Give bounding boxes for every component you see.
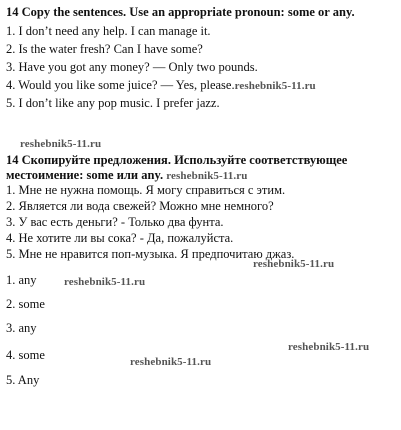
russian-task-heading-line-1: 14 Скопируйте предложения. Используйте соответствующее (6, 153, 348, 167)
answer-2: 2. some (6, 297, 45, 311)
russian-item-1: 1. Мне не нужна помощь. Я могу справиться с этим. (6, 183, 286, 197)
english-item-1: 1. I don’t need any help. I can manage it. (6, 24, 211, 38)
russian-item-2: 2. Является ли вода свежей? Можно мне немного? (6, 199, 274, 213)
english-item-3: 3. Have you got any money? — Only two pounds. (6, 60, 258, 74)
english-item-4-text: 4. Would you like some juice? — Yes, please. (6, 78, 235, 92)
answer-1: 1. any (6, 273, 37, 287)
russian-item-4: 4. Не хотите ли вы сока? - Да, пожалуйста. (6, 231, 234, 245)
watermark-label: reshebnik5-11.ru (130, 356, 212, 368)
english-task-heading: 14 Copy the sentences. Use an appropriate pronoun: some or any. (6, 5, 355, 19)
english-item-4 (6, 78, 316, 94)
watermark-label: reshebnik5-11.ru (288, 341, 370, 353)
english-item-5: 5. I don’t like any pop music. I prefer jazz. (6, 96, 220, 110)
watermark-label: reshebnik5-11.ru (20, 138, 102, 150)
answer-3: 3. any (6, 321, 37, 335)
answer-5: 5. Any (6, 373, 40, 387)
watermark-label: reshebnik5-11.ru (64, 276, 146, 288)
watermark-label: reshebnik5-11.ru (234, 80, 316, 92)
english-item-2: 2. Is the water fresh? Can I have some? (6, 42, 203, 56)
watermark-label: reshebnik5-11.ru (166, 170, 248, 182)
watermark-label: reshebnik5-11.ru (253, 258, 335, 270)
russian-item-3: 3. У вас есть деньги? - Только два фунта. (6, 215, 224, 229)
russian-task-heading-line-2-text: местоимение: some или any. (6, 168, 164, 182)
russian-task-heading-line-2 (6, 168, 247, 184)
answer-4: 4. some (6, 348, 45, 362)
russian-item-5: 5. Мне не нравится поп-музыка. Я предпочитаю джаз. (6, 247, 295, 261)
